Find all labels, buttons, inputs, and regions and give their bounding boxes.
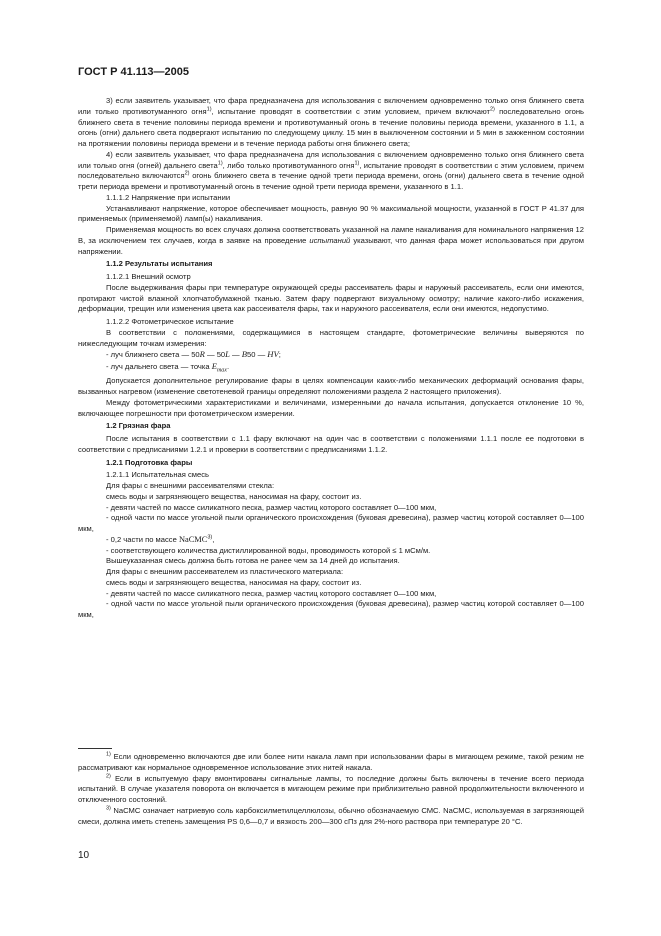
- section-heading-1-1-1-2: 1.1.1.2 Напряжение при испытании: [106, 192, 231, 202]
- list-item-high-beam: - луч дальнего света — точка $E_{max}$.: [106, 361, 230, 374]
- paragraph-power: Применяемая мощность во всех случаях должна соответствовать указанной на лампе накаливания для номинального напряжения 12 В, за исключением тех случаев, когда в заявке на проведение испытаний указывают, что данная фара может использоваться при другом напряжении.: [78, 225, 584, 256]
- paragraph-photometric: В соответствии с положениями, содержащимися в настоящем стандарте, фотометрические величины выверяются по нижеследующим точкам измерения:: [78, 327, 584, 348]
- document-header: ГОСТ Р 41.113—2005: [78, 66, 189, 78]
- list-line-coal: - одной части по массе угольной пыли органического происхождения (буковая древесина), размер частиц которой составляет 0—100 мкм,: [78, 513, 584, 534]
- section-heading-1-1-2-2: 1.1.2.2 Фотометрическое испытание: [106, 317, 234, 326]
- footnote-divider: [78, 748, 112, 749]
- list-line-storage: Вышеуказанная смесь должна быть готова не ранее чем за 14 дней до испытания.: [106, 556, 400, 566]
- section-heading-1-2-1: 1.2.1 Подготовка фары: [106, 457, 193, 467]
- list-line-nacmc: - 0,2 части по массе NaCMC$^{3)}$,: [106, 534, 215, 544]
- section-heading-1-1-2: 1.1.2 Результаты испытания: [106, 259, 213, 269]
- page-number: 10: [78, 850, 90, 861]
- footnotes: [78, 752, 584, 827]
- paragraph-visual-inspection: После выдерживания фары при температуре окружающей среды рассеиватель фары и наружный рассеиватель, если они имеются, протирают чистой влажной хлопчатобумажной тканью. Затем фару подвергают визуальному осмотру; наличие какого-либо искажения, деформации, трещин или изменения цвета как рассеивателя фары, так и наружного рассеивателя, если они имеются, недопустимо.: [78, 282, 584, 314]
- section-heading-1-1-2-1: 1.1.2.1 Внешний осмотр: [106, 272, 191, 281]
- footnote-1: $^{1)}$ Если одновременно включаются две или более нити накала ламп при использовании фары в мигающем режиме, такой режим не рассматривают как нормальное одновременное использование этих нитей накала.: [78, 751, 584, 772]
- section-heading-1-2-1-1: 1.2.1.1 Испытательная смесь: [106, 470, 209, 480]
- paragraph-adjustment: Допускается дополнительное регулирование фары в целях компенсации каких-либо механических деформаций основания фары, вызванных нагревом (изменение светотеневой границы определяют положениями раздела 2 настоящего приложения).: [78, 376, 584, 397]
- paragraph-dirty-lamp: После испытания в соответствии с 1.1 фару включают на один час в соответствии с положениями 1.1.1 после ее подготовки в соответствии с предписаниями 1.2.1 и проверки в соответствии с предписаниями 1.1.2.: [78, 434, 584, 454]
- paragraph-voltage: Устанавливают напряжение, которое обеспечивает мощность, равную 90 % максимальной мощности, указанной в ГОСТ Р 41.37 для применяемых (применяемой) ламп(ы) накаливания.: [78, 203, 584, 224]
- list-line-glass: Для фары с внешними рассеивателями стекла:: [106, 481, 275, 491]
- document-body: [78, 96, 584, 621]
- list-item-low-beam: - луч ближнего света — 50R — 50L — B50 — HV;: [106, 349, 281, 360]
- list-line-plastic: Для фары с внешним рассеивателем из пластического материала:: [106, 567, 344, 577]
- list-line-water: - соответствующего количества дистиллированной воды, проводимость которой ≤ 1 мСм/м.: [106, 545, 431, 555]
- list-line-coal-2: - одной части по массе угольной пыли органического происхождения (буковая древесина), размер частиц которой составляет 0—100 мкм,: [78, 599, 584, 620]
- footnote-3: $^{3)}$ NaCMC означает натриевую соль карбоксилметилцеллюлозы, обычно обозначаемую СМС. NaCMC, используемая в загрязняющей смеси, должна иметь степень замещения PS 0,6—0,7 и вязкость 200—300 сПз для 2%-ного раствора при температуре 20 °С.: [78, 805, 584, 826]
- paragraph-deviation: Между фотометрическими характеристиками и величинами, измеренными до начала испытания, допускается отклонение 10 %, включающее погрешности при фотометрическом измерении.: [78, 397, 584, 418]
- paragraph-item-4: 4) если заявитель указывает, что фара предназначена для использования с включением одновременно только огня ближнего света или только огня (огней) дальнего света$^{1)}$, либо только противотуманного огня$^{1)}$, испытание проводят в соответствии с этим условием, причем последовательно включаются$^{2)}$ огонь ближнего света в течение одной трети периода времени, огонь (огни) дальнего света в течение одной трети периода времени и противотуманный огонь в течение одной трети периода времени, указанного в 1.1.: [78, 149, 585, 191]
- list-line-mixture-2: смесь воды и загрязняющего вещества, наносимая на фару, состоит из.: [106, 577, 362, 587]
- footnote-2: $^{2)}$ Если в испытуемую фару вмонтированы сигнальные лампы, то последние должны быть включены в течение всего периода испытаний. В случае указателя поворота он включается в мигающем режиме при приблизительно равной продолжительности включенного и отключенного состояний.: [78, 772, 584, 804]
- list-line-mixture: смесь воды и загрязняющего вещества, наносимая на фару, состоит из.: [106, 491, 362, 501]
- list-line-sand-2: - девяти частей по массе силикатного песка, размер частиц которого составляет 0—100 мкм,: [106, 588, 437, 598]
- section-heading-1-2: 1.2 Грязная фара: [106, 421, 171, 431]
- paragraph-item-3: 3) если заявитель указывает, что фара предназначена для использования с включением одновременно только огня ближнего света или только противотуманного огня$^{1)}$, испытание проводят в соответствии с этим условием, причем включают$^{2)}$ последовательно огонь ближнего света в течение половины периода времени и противотуманный огонь в течение половины периода времени, указанного в 1.1, а огонь (огни) дальнего света подвергают испытанию по следующему циклу. 15 мин в выключенном состоянии и 5 мин в зажженном состоянии на протяжении половины периода времени и в течение периода работы огня ближнего света;: [78, 96, 584, 148]
- list-line-sand: - девяти частей по массе силикатного песка, размер частиц которого составляет 0—100 мкм,: [106, 502, 437, 512]
